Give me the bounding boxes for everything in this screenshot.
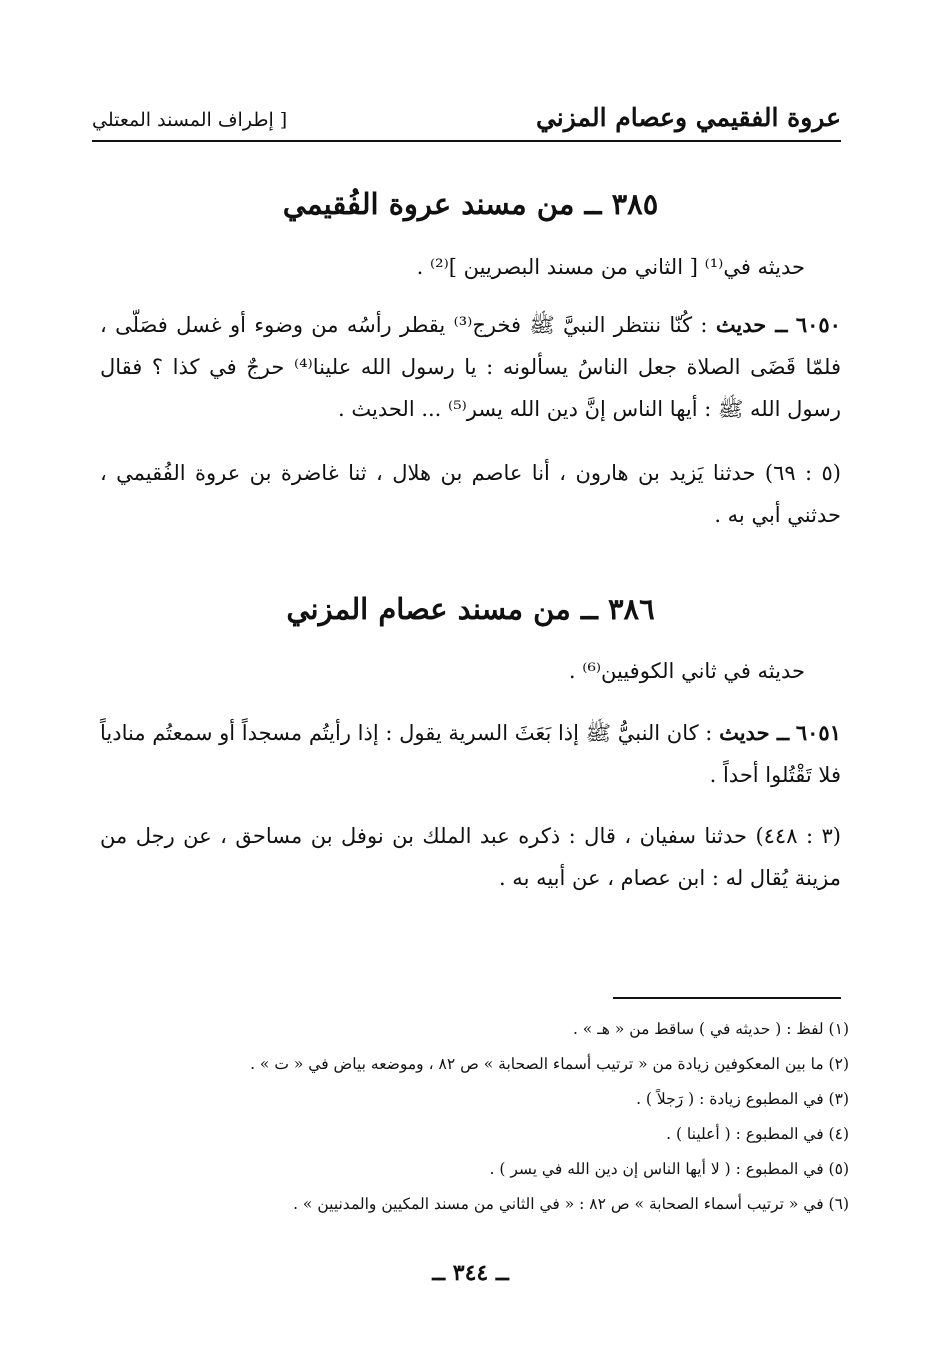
footnote-2: (٢) ما بين المعكوفين زيادة من « ترتيب أسماء الصحابة » ص ٨٢ ، وموضعه بياض في « ت » . — [250, 1055, 849, 1073]
hadith-label: ــ حديث — [715, 312, 788, 337]
footnote-1: (١) لفظ : ( حديثه في ) ساقط من « هـ » . — [572, 1020, 849, 1038]
isnad-6051: (٣ : ٤٤٨) حدثنا سفيان ، قال : ذكره عبد الملك بن نوفل بن مساحق ، عن رجل من مزينة يُقال له : ابن عصام ، عن أبيه به . — [100, 824, 841, 890]
footnotes — [90, 1012, 849, 1222]
hadith-text: : كان النبيُّ ﷺ إذا بَعَثَ السرية يقول : إذا رأيتُم مسجداً أو سمعتُم منادياً فلا تَقْتُلوا أحداً . — [100, 721, 841, 787]
hadith-text: : كُنّا ننتظر النبيَّ ﷺ فخرج⁽³⁾ يقطر رأسُه من وضوء أو غسل فصَلّى ، فلمّا قَضَى الصلاة جعل الناسُ يسألونه : يا رسول الله علينا⁽⁴⁾ حرجٌ في كذا ؟ فقال رسول الله ﷺ : أيها الناس إنَّ دين الله يسر⁽⁵⁾ ... الحديث . — [100, 313, 841, 421]
running-header — [92, 92, 841, 142]
footnote-5: (٥) في المطبوع : ( لا أيها الناس إن دين الله في يسر ) . — [489, 1160, 849, 1178]
section-385-intro: حديثه في⁽¹⁾ [ الثاني من مسند البصريين ]⁽²⁾ . — [416, 255, 805, 279]
footnote-6: (٦) في « ترتيب أسماء الصحابة » ص ٨٢ : « في الثاني من مسند المكيين والمدنيين » . — [293, 1195, 849, 1213]
footnote-3: (٣) في المطبوع زيادة : ( رَجلاً ) . — [636, 1090, 849, 1108]
hadith-number: ٦٠٥٠ — [795, 312, 841, 337]
header-title: عروة الفقيمي وعصام المزني — [535, 103, 841, 132]
hadith-number: ٦٠٥١ — [795, 720, 841, 745]
header-book-title: [ إطراف المسند المعتلي — [92, 109, 288, 131]
isnad-6050: (٥ : ٦٩) حدثنا يَزيد بن هارون ، أنا عاصم بن هلال ، ثنا غاضرة بن عروة الفُقيمي ، حدثني أبي به . — [100, 461, 841, 527]
section-386-intro: حديثه في ثاني الكوفيين⁽⁶⁾ . — [568, 659, 805, 683]
section-title-385: ٣٨٥ ــ من مسند عروة الفُقيمي — [282, 187, 659, 221]
section-title-386: ٣٨٦ ــ من مسند عصام المزني — [286, 592, 655, 626]
footnote-4: (٤) في المطبوع : ( أعلينا ) . — [666, 1125, 849, 1143]
footnote-divider — [613, 997, 841, 999]
hadith-6051 — [100, 712, 841, 796]
page-number: ــ ٣٤٤ ــ — [432, 1260, 509, 1286]
hadith-6050 — [100, 304, 841, 430]
hadith-label: ــ حديث — [719, 720, 790, 745]
